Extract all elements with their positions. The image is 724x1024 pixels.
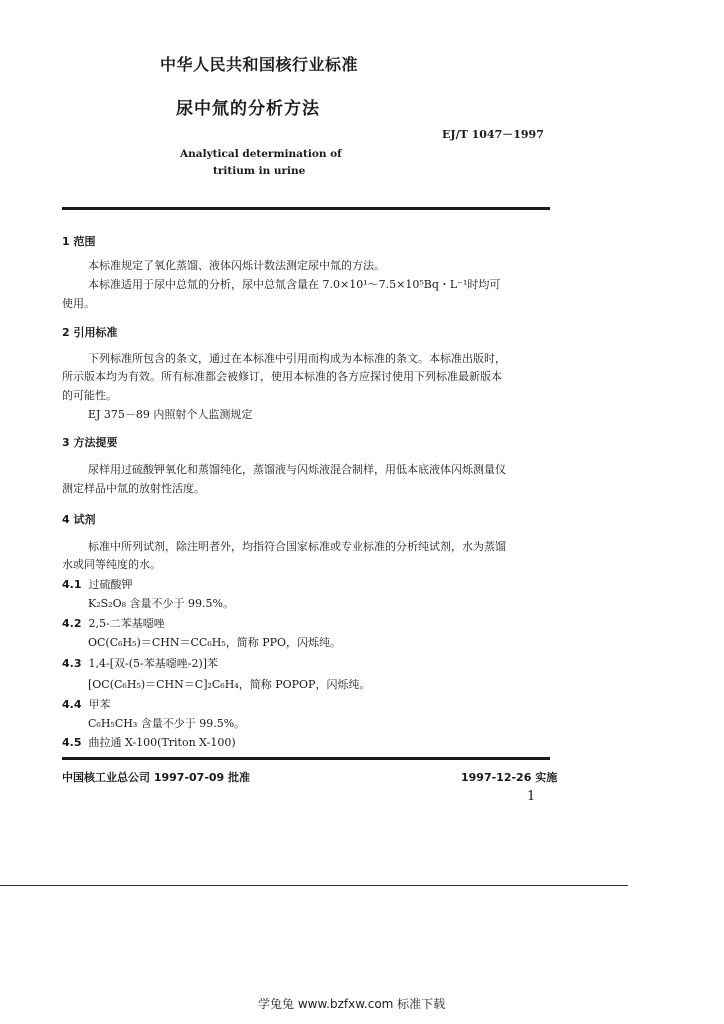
section-2-paragraph-line3: 的可能性。 <box>62 389 117 402</box>
approval-date: 中国核工业总公司 1997-07-09 批准 <box>62 771 251 784</box>
reagent-number: 4.5 <box>62 736 82 749</box>
section-1-paragraph-1: 本标准规定了氧化蒸馏、液体闪烁计数法测定尿中氚的方法。 <box>88 259 385 272</box>
section-3-heading: 3 方法提要 <box>62 436 118 449</box>
page-number: 1 <box>527 789 536 804</box>
reagent-item-heading <box>62 576 133 592</box>
reagent-name: 曲拉通 X-100(Triton X-100) <box>88 736 236 749</box>
english-title-line2: tritium in urine <box>213 165 306 177</box>
section-3-paragraph-line1: 尿样用过硫酸钾氧化和蒸馏纯化，蒸馏液与闪烁液混合制样，用低本底液体闪烁测量仪 <box>88 463 506 476</box>
footer-divider <box>62 757 550 760</box>
reagent-description: K₂S₂O₈ 含量不少于 99.5%。 <box>88 597 234 610</box>
standard-code: EJ/T 1047－1997 <box>442 128 544 141</box>
section-2-reference: EJ 375－89 内照射个人监测规定 <box>88 408 253 421</box>
reagent-name: 1,4-[双-(5-苯基噁唑-2)]苯 <box>88 657 219 670</box>
section-2-paragraph-line1: 下列标准所包含的条文，通过在本标准中引用而构成为本标准的条文。本标准出版时， <box>88 352 506 365</box>
reagent-number: 4.1 <box>62 578 82 591</box>
organization-name: 中华人民共和国核行业标准 <box>160 55 359 74</box>
section-4-paragraph-line2: 水或同等纯度的水。 <box>62 558 161 571</box>
reagent-item-heading <box>62 615 165 631</box>
section-4-paragraph-line1: 标准中所列试剂，除注明者外，均指符合国家标准或专业标准的分析纯试剂，水为蒸馏 <box>88 540 506 553</box>
section-3-paragraph-line2: 测定样品中氚的放射性活度。 <box>62 482 205 495</box>
section-4-heading: 4 试剂 <box>62 513 96 526</box>
document-title: 尿中氚的分析方法 <box>176 99 320 119</box>
reagent-name: 过硫酸钾 <box>88 578 133 591</box>
reagent-number: 4.4 <box>62 698 82 711</box>
reagent-item-heading <box>62 696 111 712</box>
reagent-description: [OC(C₆H₅)＝CHN＝C]₂C₆H₄，简称 POPOP，闪烁纯。 <box>88 678 371 691</box>
section-1-paragraph-2-line2: 使用。 <box>62 297 95 310</box>
download-watermark: 学兔兔 www.bzfxw.com 标准下载 <box>258 997 446 1011</box>
section-2-paragraph-line2: 所示版本均为有效。所有标准都会被修订，使用本标准的各方应探讨使用下列标准最新版本 <box>62 370 502 383</box>
header-divider <box>62 207 550 210</box>
section-1-heading: 1 范围 <box>62 235 96 248</box>
reagent-name: 甲苯 <box>88 698 111 711</box>
reagent-number: 4.3 <box>62 657 82 670</box>
reagent-name: 2,5-二苯基噁唑 <box>88 617 165 630</box>
reagent-description: C₆H₅CH₃ 含量不少于 99.5%。 <box>88 717 246 730</box>
scan-page-edge <box>0 885 628 886</box>
english-title-line1: Analytical determination of <box>180 148 342 160</box>
section-1-paragraph-2-line1: 本标准适用于尿中总氚的分析，尿中总氚含量在 7.0×10¹～7.5×10⁵Bq・L⁻¹时均可 <box>88 278 501 291</box>
implementation-date: 1997-12-26 实施 <box>461 771 558 784</box>
reagent-number: 4.2 <box>62 617 82 630</box>
reagent-description: OC(C₆H₅)＝CHN＝CC₆H₅，简称 PPO，闪烁纯。 <box>88 636 342 649</box>
reagent-item-heading <box>62 655 218 671</box>
section-2-heading: 2 引用标准 <box>62 326 118 339</box>
reagent-item-heading <box>62 734 236 750</box>
